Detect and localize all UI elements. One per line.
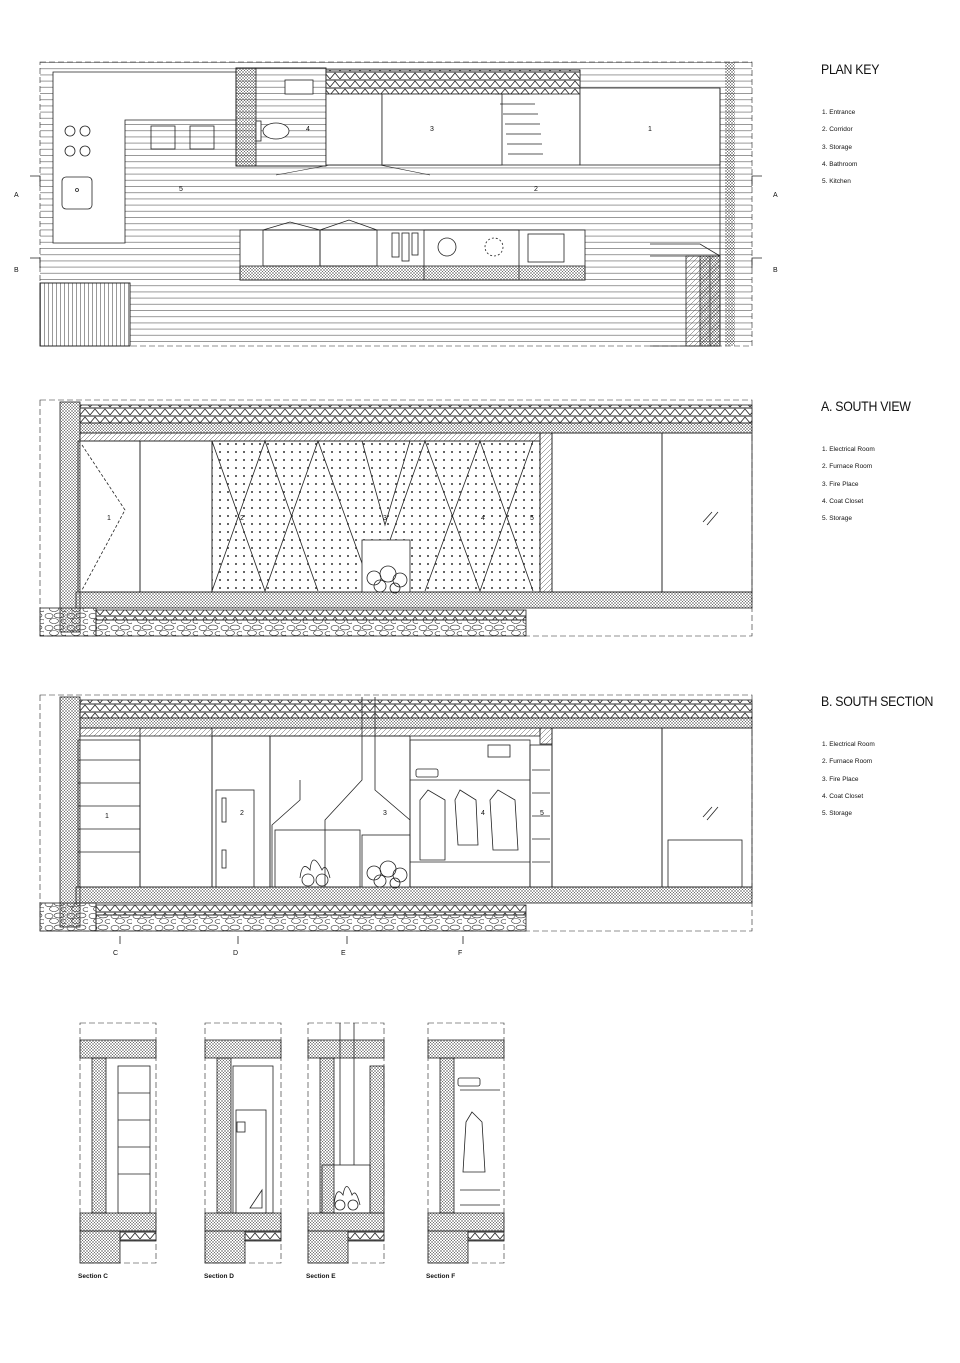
- section-marker-f: F: [458, 950, 463, 957]
- section-room-numbers: [105, 810, 544, 820]
- svg-text:5: 5: [179, 186, 183, 193]
- svg-text:1: 1: [648, 126, 652, 133]
- section-c-label: Section C: [78, 1273, 108, 1280]
- svg-text:2: 2: [534, 186, 538, 193]
- plan-key-item: 3. Storage: [822, 143, 852, 151]
- section-marker-d: D: [233, 950, 239, 957]
- section-c-drawing: [80, 1023, 156, 1263]
- cut-marker-a-left: A: [14, 192, 19, 199]
- south-view-key-item: 2. Furnace Room: [822, 463, 873, 471]
- section-d-drawing: [205, 1023, 281, 1263]
- cut-marker-b-right: B: [773, 267, 778, 274]
- section-e-label: Section E: [306, 1273, 336, 1280]
- south-view-title: A. SOUTH VIEW: [821, 398, 911, 414]
- plan-key-item: 2. Corridor: [822, 126, 853, 134]
- south-view-key-item: 4. Coat Closet: [822, 497, 864, 505]
- section-marker-c: C: [113, 950, 119, 957]
- plan-key-item: 4. Bathroom: [822, 160, 858, 168]
- svg-text:4: 4: [481, 515, 485, 522]
- plan-key-list: [822, 108, 857, 194]
- south-view-key-item: 1. Electrical Room: [822, 446, 875, 453]
- south-view-elevation: [40, 400, 752, 636]
- svg-text:4: 4: [306, 126, 310, 133]
- floor-plan: [30, 62, 762, 346]
- south-section-key-item: 1. Electrical Room: [822, 741, 875, 748]
- south-section-key-item: 4. Coat Closet: [822, 792, 864, 800]
- svg-text:3: 3: [430, 126, 434, 133]
- section-marker-e: E: [341, 950, 346, 957]
- cut-marker-a-right: A: [773, 192, 778, 199]
- section-f-label: Section F: [426, 1273, 456, 1280]
- plan-key-title: PLAN KEY: [821, 61, 880, 77]
- svg-text:5: 5: [530, 515, 534, 522]
- svg-text:2: 2: [240, 810, 244, 817]
- south-section: [40, 695, 752, 944]
- south-section-key-item: 3. Fire Place: [822, 775, 859, 783]
- south-view-key-item: 3. Fire Place: [822, 480, 859, 488]
- svg-text:3: 3: [383, 515, 387, 522]
- svg-text:5: 5: [540, 810, 544, 817]
- svg-text:1: 1: [105, 813, 109, 820]
- svg-text:1: 1: [107, 515, 111, 522]
- south-view-key-list: [822, 445, 875, 531]
- south-section-key-item: 2. Furnace Room: [822, 758, 873, 766]
- south-section-title: B. SOUTH SECTION: [821, 693, 934, 709]
- south-section-key-item: 5. Storage: [822, 810, 852, 818]
- section-d-label: Section D: [204, 1273, 234, 1280]
- section-e-drawing: [308, 1023, 384, 1263]
- svg-text:4: 4: [481, 810, 485, 817]
- plan-key-item: 1. Entrance: [822, 109, 856, 116]
- south-section-key-list: [822, 740, 875, 826]
- section-f-drawing: [428, 1023, 504, 1263]
- south-view-key-item: 5. Storage: [822, 515, 852, 523]
- svg-text:2: 2: [240, 515, 244, 522]
- svg-text:3: 3: [383, 810, 387, 817]
- plan-key-item: 5. Kitchen: [822, 178, 851, 186]
- cut-marker-b-left: B: [14, 267, 19, 274]
